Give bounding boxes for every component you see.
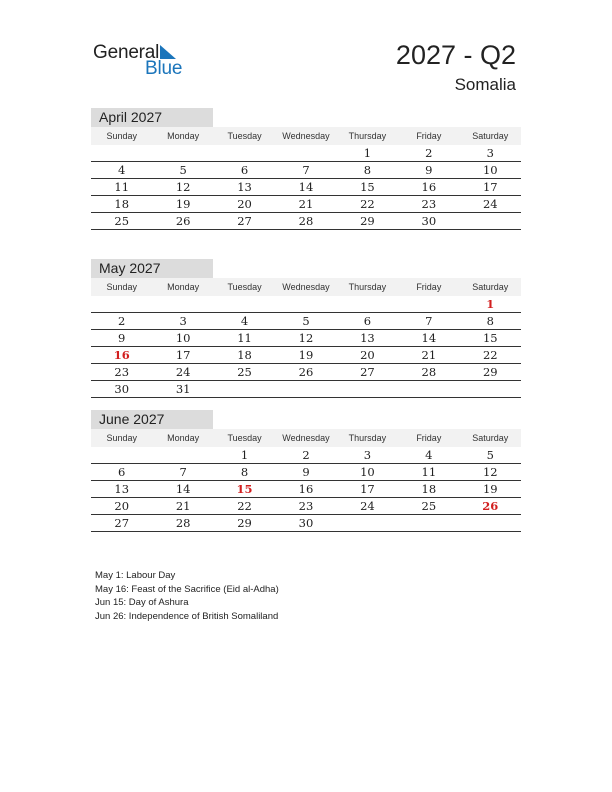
day-cell: 5	[460, 447, 521, 464]
day-cell: 28	[152, 515, 213, 532]
weekday-header: Sunday	[91, 429, 152, 447]
weekday-header: Monday	[152, 278, 213, 296]
logo-triangle-icon	[160, 45, 176, 59]
day-cell: 21	[152, 498, 213, 515]
day-cell: 7	[152, 464, 213, 481]
weekday-header: Friday	[398, 278, 459, 296]
day-cell	[152, 145, 213, 162]
day-cell: 6	[214, 162, 275, 179]
day-cell: 6	[337, 313, 398, 330]
day-cell: 30	[398, 213, 459, 230]
weekday-header: Thursday	[337, 278, 398, 296]
day-cell: 20	[91, 498, 152, 515]
day-cell: 4	[91, 162, 152, 179]
day-cell: 29	[214, 515, 275, 532]
day-cell	[337, 515, 398, 532]
day-cell: 9	[398, 162, 459, 179]
day-cell: 8	[214, 464, 275, 481]
day-cell: 12	[152, 179, 213, 196]
holiday-note: Jun 15: Day of Ashura	[95, 597, 189, 608]
day-cell	[152, 447, 213, 464]
month-label: June 2027	[91, 410, 213, 429]
day-cell: 8	[460, 313, 521, 330]
weekday-header: Wednesday	[275, 127, 336, 145]
day-cell	[398, 296, 459, 313]
day-cell	[398, 515, 459, 532]
day-cell: 21	[275, 196, 336, 213]
day-cell	[398, 381, 459, 398]
holiday-note: Jun 26: Independence of British Somaliland	[95, 610, 279, 622]
day-cell: 23	[275, 498, 336, 515]
day-cell: 31	[152, 381, 213, 398]
weekday-header: Saturday	[460, 278, 521, 296]
weekday-header: Tuesday	[214, 278, 275, 296]
day-cell: 28	[398, 364, 459, 381]
day-cell: 19	[275, 347, 336, 364]
day-cell: 24	[460, 196, 521, 213]
page-title: 2027 - Q2	[395, 40, 516, 70]
weekday-header: Tuesday	[214, 429, 275, 447]
day-cell	[275, 296, 336, 313]
week-row	[91, 515, 521, 532]
day-cell: 11	[398, 464, 459, 481]
day-cell: 27	[91, 515, 152, 532]
day-cell: 15	[214, 481, 275, 498]
day-cell: 30	[275, 515, 336, 532]
day-cell: 13	[214, 179, 275, 196]
weekday-header-row	[91, 127, 521, 145]
calendar-grid	[91, 278, 521, 398]
day-cell	[214, 296, 275, 313]
weekday-header: Thursday	[337, 429, 398, 447]
day-cell: 20	[337, 347, 398, 364]
weekday-header: Friday	[398, 429, 459, 447]
day-cell: 5	[152, 162, 213, 179]
day-cell: 19	[152, 196, 213, 213]
day-cell: 6	[91, 464, 152, 481]
holiday-notes	[95, 569, 279, 623]
day-cell: 18	[91, 196, 152, 213]
day-cell: 18	[398, 481, 459, 498]
week-row	[91, 498, 521, 515]
day-cell: 9	[275, 464, 336, 481]
weekday-header: Sunday	[91, 127, 152, 145]
day-cell: 10	[460, 162, 521, 179]
day-cell: 23	[398, 196, 459, 213]
day-cell	[152, 296, 213, 313]
day-cell: 14	[398, 330, 459, 347]
weekday-header: Friday	[398, 127, 459, 145]
day-cell: 3	[337, 447, 398, 464]
week-row	[91, 481, 521, 498]
weekday-header: Thursday	[337, 127, 398, 145]
day-cell	[275, 145, 336, 162]
day-cell	[460, 515, 521, 532]
day-cell: 11	[214, 330, 275, 347]
day-cell: 1	[460, 296, 521, 313]
day-cell: 13	[337, 330, 398, 347]
day-cell: 16	[398, 179, 459, 196]
day-cell	[275, 381, 336, 398]
holiday-note: May 1: Labour Day	[95, 570, 176, 581]
weekday-header-row	[91, 429, 521, 447]
day-cell: 18	[214, 347, 275, 364]
day-cell: 1	[214, 447, 275, 464]
brand-logo	[93, 42, 203, 82]
week-row	[91, 179, 521, 196]
day-cell: 11	[91, 179, 152, 196]
weekday-header: Monday	[152, 429, 213, 447]
day-cell	[91, 145, 152, 162]
day-cell: 28	[275, 213, 336, 230]
week-row	[91, 330, 521, 347]
day-cell: 24	[152, 364, 213, 381]
day-cell: 15	[460, 330, 521, 347]
week-row	[91, 347, 521, 364]
day-cell: 5	[275, 313, 336, 330]
logo-text-blue: Blue	[145, 58, 183, 79]
day-cell: 16	[91, 347, 152, 364]
weekday-header-row	[91, 278, 521, 296]
week-row	[91, 464, 521, 481]
month-may	[91, 259, 521, 398]
day-cell: 10	[337, 464, 398, 481]
day-cell	[91, 447, 152, 464]
day-cell: 10	[152, 330, 213, 347]
weekday-header: Wednesday	[275, 278, 336, 296]
day-cell: 2	[91, 313, 152, 330]
day-cell: 8	[337, 162, 398, 179]
week-row	[91, 313, 521, 330]
week-row	[91, 145, 521, 162]
day-cell	[214, 145, 275, 162]
week-row	[91, 296, 521, 313]
day-cell: 17	[337, 481, 398, 498]
month-label: April 2027	[91, 108, 213, 127]
day-cell: 23	[91, 364, 152, 381]
day-cell: 14	[275, 179, 336, 196]
day-cell: 24	[337, 498, 398, 515]
day-cell: 27	[337, 364, 398, 381]
day-cell: 13	[91, 481, 152, 498]
day-cell: 3	[152, 313, 213, 330]
day-cell: 30	[91, 381, 152, 398]
day-cell: 22	[214, 498, 275, 515]
weekday-header: Saturday	[460, 127, 521, 145]
week-row	[91, 196, 521, 213]
day-cell	[337, 381, 398, 398]
day-cell	[214, 381, 275, 398]
weekday-header: Saturday	[460, 429, 521, 447]
country-name: Somalia	[454, 75, 516, 94]
day-cell: 15	[337, 179, 398, 196]
logo-text-general: General	[93, 42, 160, 63]
day-cell: 22	[337, 196, 398, 213]
day-cell: 20	[214, 196, 275, 213]
day-cell: 12	[275, 330, 336, 347]
weekday-header: Wednesday	[275, 429, 336, 447]
week-row	[91, 213, 521, 230]
week-row	[91, 162, 521, 179]
weekday-header: Sunday	[91, 278, 152, 296]
day-cell: 26	[460, 498, 521, 515]
day-cell: 9	[91, 330, 152, 347]
day-cell: 2	[275, 447, 336, 464]
holiday-note: May 16: Feast of the Sacrifice (Eid al-Adha)	[95, 583, 279, 595]
day-cell: 12	[460, 464, 521, 481]
day-cell: 27	[214, 213, 275, 230]
month-april	[91, 108, 521, 230]
day-cell	[91, 296, 152, 313]
day-cell: 17	[460, 179, 521, 196]
day-cell: 7	[275, 162, 336, 179]
day-cell: 7	[398, 313, 459, 330]
day-cell: 25	[214, 364, 275, 381]
day-cell: 25	[91, 213, 152, 230]
day-cell: 3	[460, 145, 521, 162]
day-cell: 26	[275, 364, 336, 381]
month-june	[91, 410, 521, 532]
day-cell: 2	[398, 145, 459, 162]
day-cell	[337, 296, 398, 313]
week-row	[91, 381, 521, 398]
day-cell	[460, 213, 521, 230]
day-cell: 22	[460, 347, 521, 364]
day-cell: 26	[152, 213, 213, 230]
calendar-grid	[91, 429, 521, 532]
day-cell: 25	[398, 498, 459, 515]
week-row	[91, 447, 521, 464]
day-cell	[460, 381, 521, 398]
weekday-header: Tuesday	[214, 127, 275, 145]
weekday-header: Monday	[152, 127, 213, 145]
day-cell: 19	[460, 481, 521, 498]
day-cell: 14	[152, 481, 213, 498]
week-row	[91, 364, 521, 381]
day-cell: 29	[337, 213, 398, 230]
day-cell: 16	[275, 481, 336, 498]
day-cell: 4	[398, 447, 459, 464]
day-cell: 1	[337, 145, 398, 162]
day-cell: 4	[214, 313, 275, 330]
day-cell: 21	[398, 347, 459, 364]
day-cell: 29	[460, 364, 521, 381]
calendar-grid	[91, 127, 521, 230]
month-label: May 2027	[91, 259, 213, 278]
day-cell: 17	[152, 347, 213, 364]
